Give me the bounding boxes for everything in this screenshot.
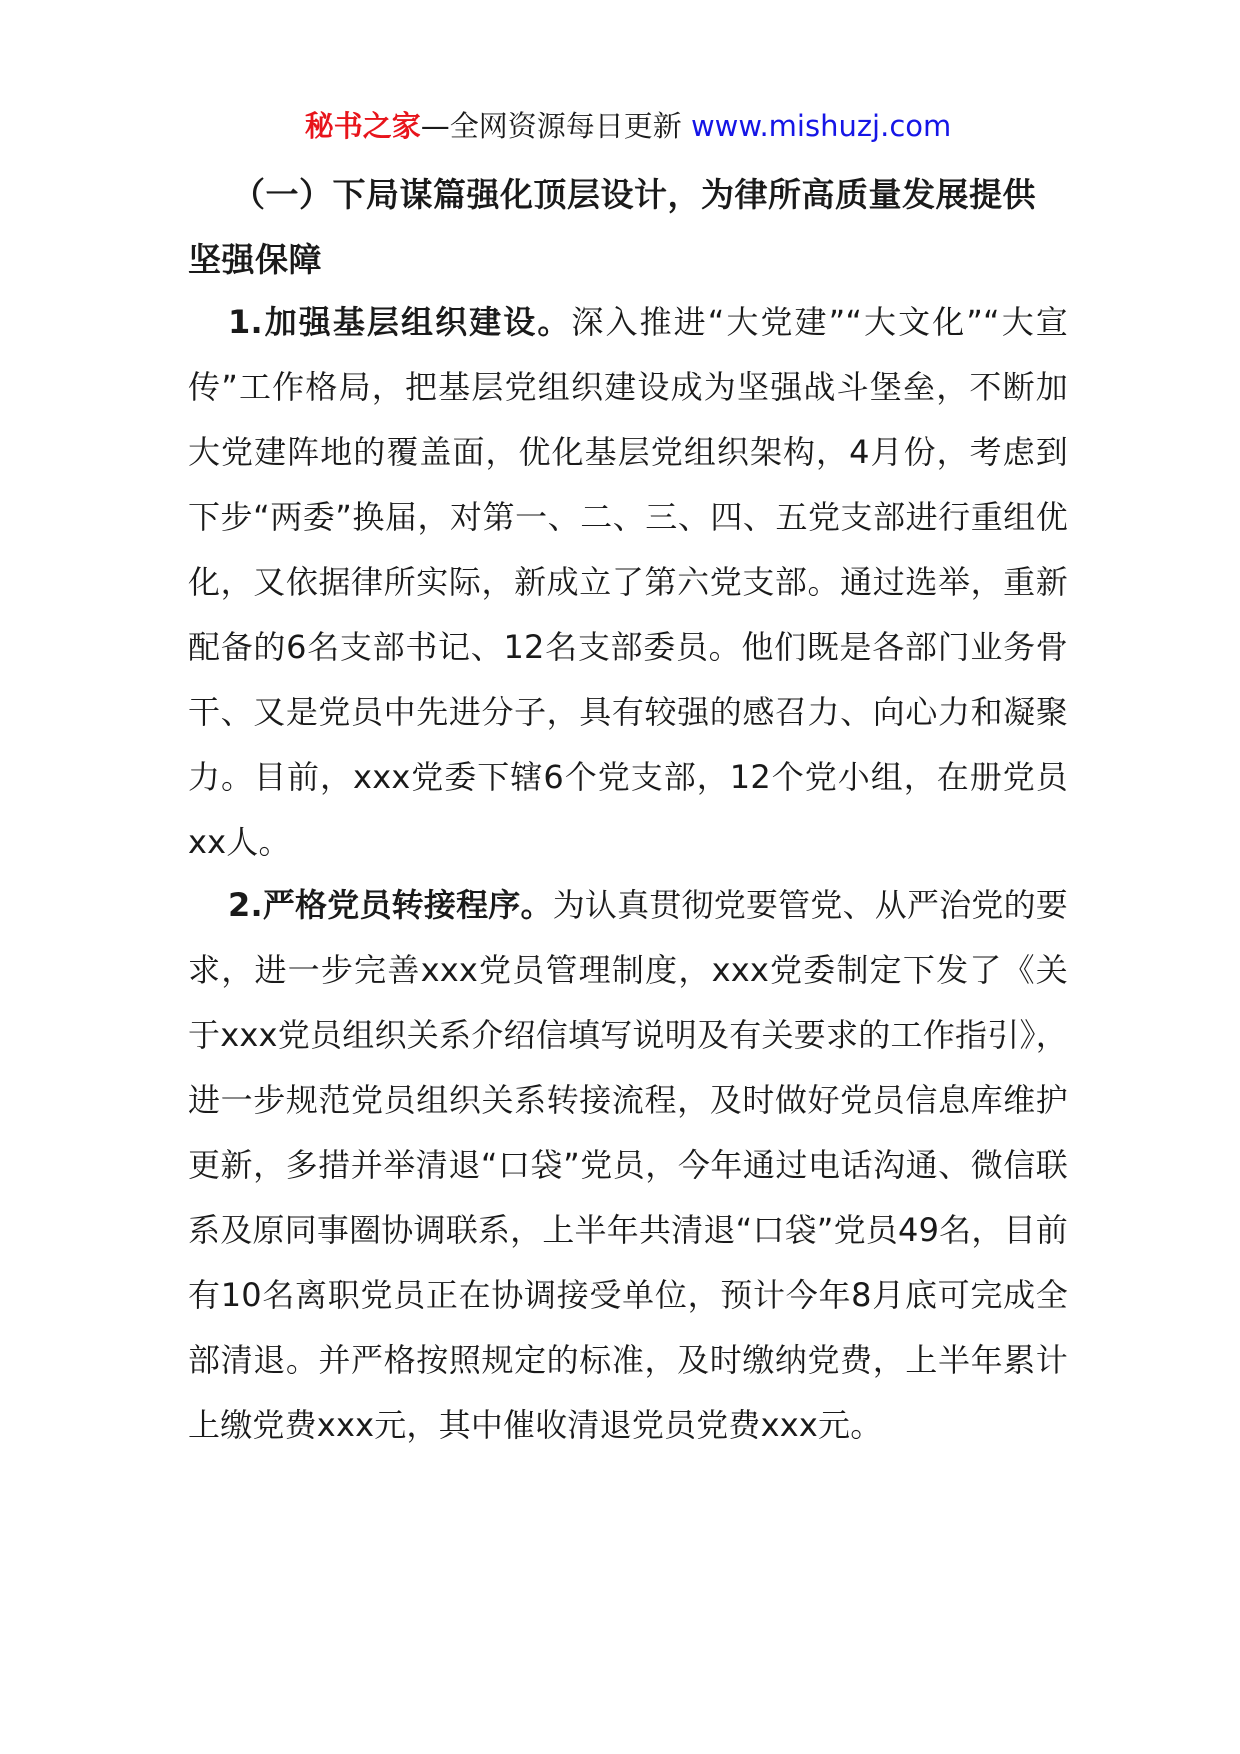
paragraph-body: 深入推进“大党建”“大文化”“大宣传”工作格局，把基层党组织建设成为坚强战斗堡垒，不断加大党建阵地的覆盖面，优化基层党组织架构，4月份，考虑到下步“两委”换届，对第一、二、三、四、五党支部进行重组优化，又依据律所实际，新成立了第六党支部。通过选举，重新配备的6名支部书记、12名支部委员。他们既是各部门业务骨干、又是党员中先进分子，具有较强的感召力、向心力和凝聚力。目前，xxx党委下辖6个党支部，12个党小组，在册党员xx人。: [188, 303, 1068, 861]
section-heading: （一）下局谋篇强化顶层设计，为律所高质量发展提供坚强保障: [188, 175, 1036, 279]
brand-name: 秘书之家: [304, 109, 421, 143]
header-tagline: —全网资源每日更新: [420, 109, 691, 143]
site-url-link[interactable]: www.mishuzj.com: [690, 109, 952, 143]
paragraph-lead: 1.加强基层组织建设。: [228, 303, 572, 341]
paragraph-lead: 2.严格党员转接程序。: [228, 886, 553, 924]
paragraph-body: 为认真贯彻党要管党、从严治党的要求，进一步完善xxx党员管理制度，xxx党委制定下发了《关于xxx党员组织关系介绍信填写说明及有关要求的工作指引》，进一步规范党员组织关系转接流程，及时做好党员信息库维护更新，多措并举清退“口袋”党员，今年通过电话沟通、微信联系及原同事圈协调联系，上半年共清退“口袋”党员49名，目前有10名离职党员正在协调接受单位，预计今年8月底可完成全部清退。并严格按照规定的标准，及时缴纳党费，上半年累计上缴党费xxx元，其中催收清退党员党费xxx元。: [188, 886, 1069, 1444]
paragraph-organization: [188, 290, 1068, 875]
paragraph-transfer: [188, 873, 1068, 1458]
site-header: [188, 104, 1068, 148]
